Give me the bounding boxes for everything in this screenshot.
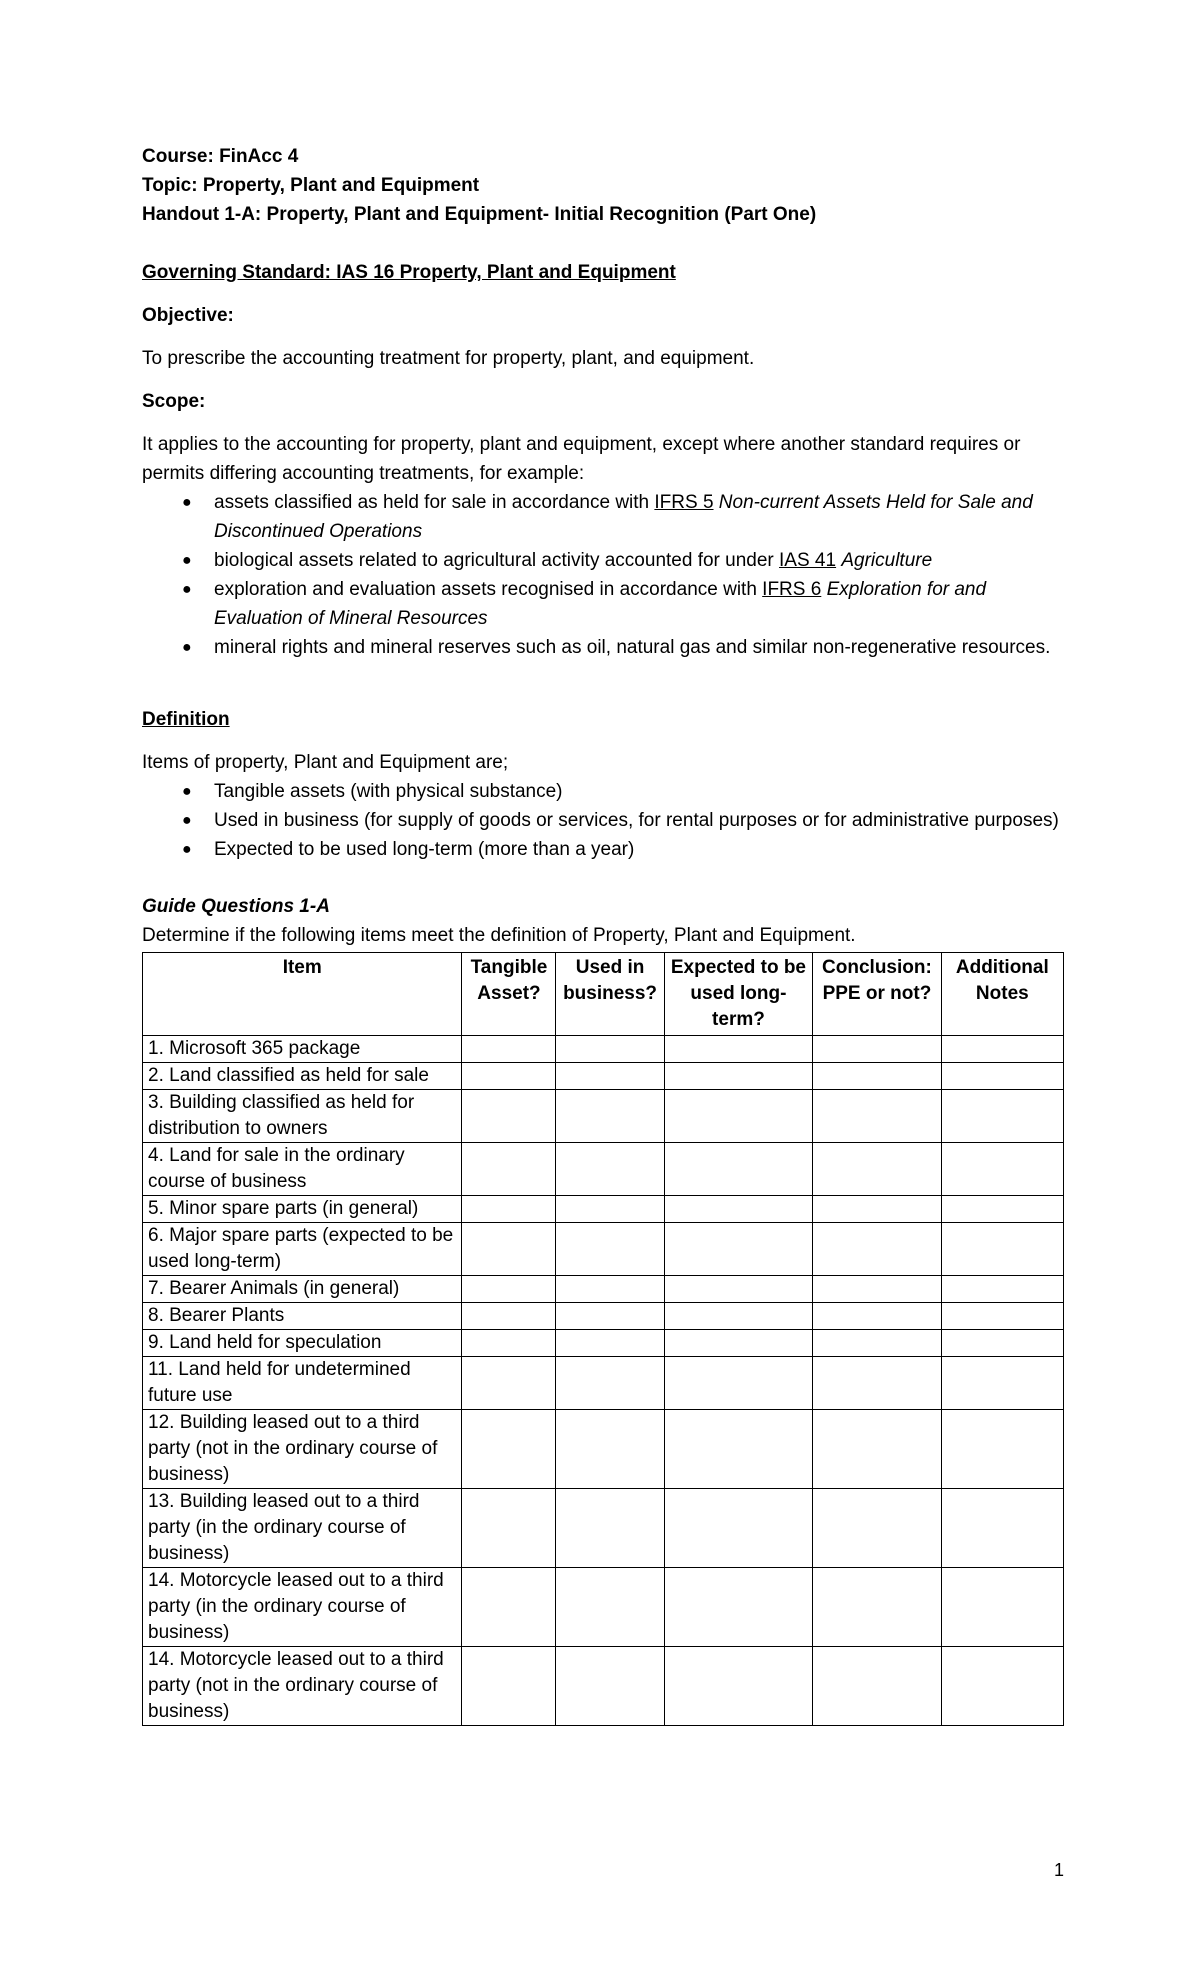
scope-item: ● biological assets related to agricultural activity accounted for under IAS 41 Agriculture <box>142 546 1064 575</box>
definition-item: ● Tangible assets (with physical substance) <box>142 777 1064 806</box>
conclusion-cell[interactable] <box>813 1489 941 1568</box>
table-row <box>143 1223 1064 1276</box>
tangible-cell[interactable] <box>462 1489 556 1568</box>
table-header-row <box>143 953 1064 1036</box>
governing-standard: Governing Standard: IAS 16 Property, Plant and Equipment <box>142 262 676 283</box>
tangible-cell[interactable] <box>462 1647 556 1726</box>
long-term-cell[interactable] <box>664 1647 813 1726</box>
table-row <box>143 1063 1064 1090</box>
long-term-cell[interactable] <box>664 1276 813 1303</box>
notes-cell[interactable] <box>941 1357 1063 1410</box>
page-number: 1 <box>1053 1860 1064 1880</box>
tangible-cell[interactable] <box>462 1063 556 1090</box>
guide-instruction: Determine if the following items meet the definition of Property, Plant and Equipment. <box>142 925 856 946</box>
used-cell[interactable] <box>556 1410 664 1489</box>
long-term-cell[interactable] <box>664 1410 813 1489</box>
long-term-cell[interactable] <box>664 1036 813 1063</box>
guide-heading: Guide Questions 1-A <box>142 896 330 917</box>
item-cell: 9. Land held for speculation <box>143 1330 462 1357</box>
notes-cell[interactable] <box>941 1647 1063 1726</box>
notes-cell[interactable] <box>941 1196 1063 1223</box>
tangible-cell[interactable] <box>462 1196 556 1223</box>
document-header <box>142 142 1064 229</box>
bullet-icon: ● <box>182 581 192 598</box>
long-term-cell[interactable] <box>664 1090 813 1143</box>
definition-item: ● Expected to be used long-term (more than a year) <box>142 835 1064 864</box>
notes-cell[interactable] <box>941 1063 1063 1090</box>
conclusion-cell[interactable] <box>813 1196 941 1223</box>
used-cell[interactable] <box>556 1330 664 1357</box>
notes-cell[interactable] <box>941 1276 1063 1303</box>
item-cell: 2. Land classified as held for sale <box>143 1063 462 1090</box>
used-cell[interactable] <box>556 1357 664 1410</box>
conclusion-cell[interactable] <box>813 1143 941 1196</box>
table-row <box>143 1357 1064 1410</box>
scope-item: ● assets classified as held for sale in accordance with IFRS 5 Non-current Assets Held for Sale and Discontinued Operations <box>142 488 1064 546</box>
document-page <box>142 142 1064 1726</box>
notes-cell[interactable] <box>941 1143 1063 1196</box>
column-header-tangible: Tangible Asset? <box>462 953 556 1036</box>
long-term-cell[interactable] <box>664 1223 813 1276</box>
column-header-used: Used in business? <box>556 953 664 1036</box>
conclusion-cell[interactable] <box>813 1063 941 1090</box>
tangible-cell[interactable] <box>462 1090 556 1143</box>
table-row <box>143 1647 1064 1726</box>
notes-cell[interactable] <box>941 1410 1063 1489</box>
bullet-icon: ● <box>182 639 192 656</box>
conclusion-cell[interactable] <box>813 1330 941 1357</box>
used-cell[interactable] <box>556 1143 664 1196</box>
long-term-cell[interactable] <box>664 1303 813 1330</box>
item-cell: 14. Motorcycle leased out to a third party (not in the ordinary course of business) <box>143 1647 462 1726</box>
item-cell: 8. Bearer Plants <box>143 1303 462 1330</box>
definition-item: ● Used in business (for supply of goods or services, for rental purposes or for administrative purposes) <box>142 806 1064 835</box>
item-cell: 1. Microsoft 365 package <box>143 1036 462 1063</box>
ppe-table <box>142 952 1064 1726</box>
scope-list <box>142 488 1064 662</box>
tangible-cell[interactable] <box>462 1276 556 1303</box>
objective-heading: Objective: <box>142 305 234 326</box>
used-cell[interactable] <box>556 1647 664 1726</box>
conclusion-cell[interactable] <box>813 1303 941 1330</box>
conclusion-cell[interactable] <box>813 1090 941 1143</box>
table-row <box>143 1196 1064 1223</box>
table-row <box>143 1330 1064 1357</box>
scope-heading: Scope: <box>142 391 206 412</box>
column-header-conclusion: Conclusion: PPE or not? <box>813 953 941 1036</box>
tangible-cell[interactable] <box>462 1410 556 1489</box>
tangible-cell[interactable] <box>462 1330 556 1357</box>
conclusion-cell[interactable] <box>813 1357 941 1410</box>
bullet-icon: ● <box>182 812 192 829</box>
handout-line: Handout 1-A: Property, Plant and Equipment- Initial Recognition (Part One) <box>142 204 817 225</box>
conclusion-cell[interactable] <box>813 1410 941 1489</box>
long-term-cell[interactable] <box>664 1143 813 1196</box>
table-row <box>143 1143 1064 1196</box>
topic-line: Topic: Property, Plant and Equipment <box>142 175 480 196</box>
course-line: Course: FinAcc 4 <box>142 146 299 167</box>
conclusion-cell[interactable] <box>813 1276 941 1303</box>
item-cell: 3. Building classified as held for distribution to owners <box>143 1090 462 1143</box>
notes-cell[interactable] <box>941 1036 1063 1063</box>
tangible-cell[interactable] <box>462 1143 556 1196</box>
used-cell[interactable] <box>556 1568 664 1647</box>
used-cell[interactable] <box>556 1303 664 1330</box>
tangible-cell[interactable] <box>462 1036 556 1063</box>
notes-cell[interactable] <box>941 1090 1063 1143</box>
item-cell: 13. Building leased out to a third party (in the ordinary course of business) <box>143 1489 462 1568</box>
scope-intro: It applies to the accounting for property, plant and equipment, except where another standard requires or permits differing accounting treatments, for example: <box>142 434 1021 484</box>
item-cell: 6. Major spare parts (expected to be used long-term) <box>143 1223 462 1276</box>
definition-intro: Items of property, Plant and Equipment are; <box>142 752 509 773</box>
long-term-cell[interactable] <box>664 1063 813 1090</box>
conclusion-cell[interactable] <box>813 1036 941 1063</box>
tangible-cell[interactable] <box>462 1223 556 1276</box>
long-term-cell[interactable] <box>664 1568 813 1647</box>
bullet-icon: ● <box>182 783 192 800</box>
column-header-item: Item <box>143 953 462 1036</box>
used-cell[interactable] <box>556 1196 664 1223</box>
used-cell[interactable] <box>556 1036 664 1063</box>
long-term-cell[interactable] <box>664 1357 813 1410</box>
tangible-cell[interactable] <box>462 1357 556 1410</box>
notes-cell[interactable] <box>941 1330 1063 1357</box>
used-cell[interactable] <box>556 1090 664 1143</box>
notes-cell[interactable] <box>941 1568 1063 1647</box>
objective-text: To prescribe the accounting treatment for property, plant, and equipment. <box>142 348 755 369</box>
table-row <box>143 1090 1064 1143</box>
column-header-notes: Additional Notes <box>941 953 1063 1036</box>
column-header-long-term: Expected to be used long-term? <box>664 953 813 1036</box>
notes-cell[interactable] <box>941 1223 1063 1276</box>
notes-cell[interactable] <box>941 1303 1063 1330</box>
used-cell[interactable] <box>556 1063 664 1090</box>
bullet-icon: ● <box>182 841 192 858</box>
table-row <box>143 1036 1064 1063</box>
long-term-cell[interactable] <box>664 1489 813 1568</box>
bullet-icon: ● <box>182 494 192 511</box>
table-row <box>143 1303 1064 1330</box>
standard-link: IFRS 6 <box>762 579 822 600</box>
scope-item: ● mineral rights and mineral reserves such as oil, natural gas and similar non-regenerative resources. <box>142 633 1064 662</box>
definition-list <box>142 777 1064 864</box>
standard-link: IFRS 5 <box>654 492 714 513</box>
item-cell: 5. Minor spare parts (in general) <box>143 1196 462 1223</box>
table-row <box>143 1489 1064 1568</box>
long-term-cell[interactable] <box>664 1330 813 1357</box>
table-row <box>143 1276 1064 1303</box>
long-term-cell[interactable] <box>664 1196 813 1223</box>
table-row <box>143 1568 1064 1647</box>
item-cell: 11. Land held for undetermined future use <box>143 1357 462 1410</box>
used-cell[interactable] <box>556 1276 664 1303</box>
tangible-cell[interactable] <box>462 1303 556 1330</box>
notes-cell[interactable] <box>941 1489 1063 1568</box>
definition-heading: Definition <box>142 709 230 730</box>
standard-link: IAS 41 <box>779 550 837 571</box>
bullet-icon: ● <box>182 552 192 569</box>
table-row <box>143 1410 1064 1489</box>
conclusion-cell[interactable] <box>813 1568 941 1647</box>
used-cell[interactable] <box>556 1489 664 1568</box>
table-body <box>143 1036 1064 1726</box>
tangible-cell[interactable] <box>462 1568 556 1647</box>
item-cell: 7. Bearer Animals (in general) <box>143 1276 462 1303</box>
conclusion-cell[interactable] <box>813 1647 941 1726</box>
used-cell[interactable] <box>556 1223 664 1276</box>
scope-item: ● exploration and evaluation assets recognised in accordance with IFRS 6 Exploration for and Evaluation of Mineral Resources <box>142 575 1064 633</box>
item-cell: 4. Land for sale in the ordinary course of business <box>143 1143 462 1196</box>
item-cell: 12. Building leased out to a third party (not in the ordinary course of business) <box>143 1410 462 1489</box>
item-cell: 14. Motorcycle leased out to a third party (in the ordinary course of business) <box>143 1568 462 1647</box>
conclusion-cell[interactable] <box>813 1223 941 1276</box>
